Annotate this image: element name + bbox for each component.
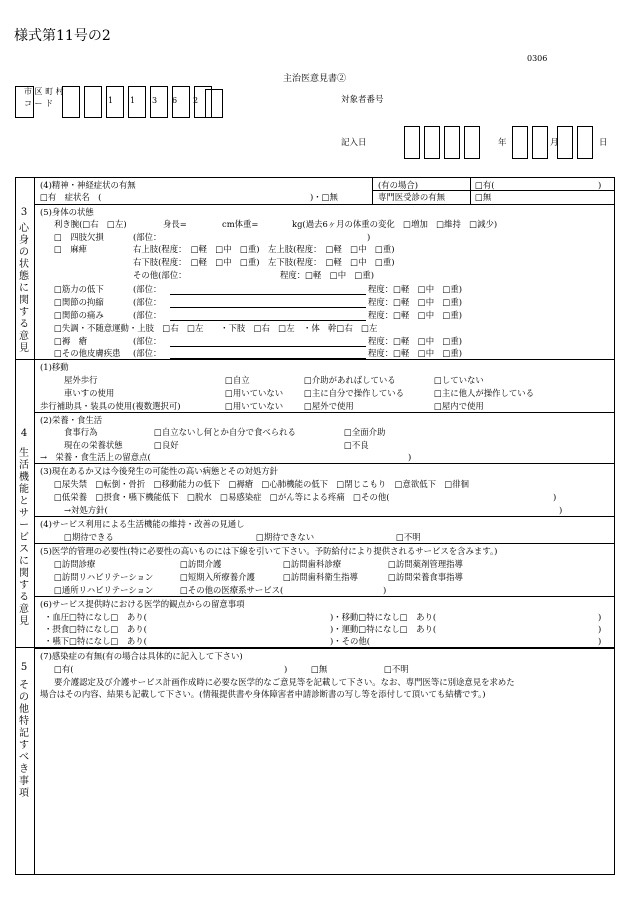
date-year-box[interactable]: [424, 126, 440, 159]
symptom-yes-option[interactable]: □有 症状名 (: [40, 192, 102, 202]
paralysis-other-part-label: その他(部位：: [133, 270, 187, 280]
walking-aid-outdoor[interactable]: □屋外で使用: [304, 401, 354, 411]
close-paren: ): [284, 664, 288, 674]
date-day-box[interactable]: [577, 126, 593, 159]
wheelchair-label: 車いすの使用: [64, 388, 115, 398]
limb-loss-part-label: (部位：: [133, 232, 162, 242]
municipality-code-box[interactable]: [205, 89, 223, 118]
paralysis-other-severity[interactable]: 程度：□軽 □中 □重): [280, 270, 375, 280]
table-divider: [34, 463, 615, 464]
severity-options[interactable]: 程度：□軽 □中 □重): [368, 336, 463, 346]
home-visit-dental[interactable]: □訪問歯科診療: [283, 559, 342, 569]
walking-aid-label: 歩行補助具・装具の使用(複数選択可): [40, 401, 181, 411]
section-4-number: 4: [20, 428, 28, 439]
walking-aid-indoor[interactable]: □屋内で使用: [434, 401, 484, 411]
section-label-column-divider: [34, 177, 35, 875]
close-paren: ): [598, 180, 602, 190]
close-paren: ): [367, 232, 371, 242]
exercise-notes[interactable]: )・運動□特になし□ あり(: [330, 624, 437, 634]
municipality-code-box[interactable]: [62, 86, 80, 118]
date-month-box[interactable]: [512, 126, 528, 159]
day-label: 日: [599, 138, 608, 148]
table-divider: [34, 543, 615, 544]
date-year-box[interactable]: [404, 126, 420, 159]
close-paren: ): [598, 636, 602, 646]
section-3-number: 3: [20, 207, 28, 218]
outdoor-walking-with-help[interactable]: □介助があればしている: [304, 375, 396, 385]
other-medical-services[interactable]: □その他の医療系サービス(: [180, 585, 284, 595]
wheelchair-self-operated[interactable]: □主に自分で操作している: [304, 388, 405, 398]
joint-pain-checkbox[interactable]: □関節の痛み: [54, 310, 104, 320]
height-field-label: 身長=: [163, 219, 187, 229]
ataxia-involuntary-movement-row[interactable]: □失調・不随意運動・上肢 □右 □左 ・下肢 □右 □左 ・体 幹□右 □左: [54, 323, 378, 333]
short-stay-care[interactable]: □短期入所療養介護: [180, 572, 255, 582]
treatment-policy-label[interactable]: →対処方針(: [64, 505, 108, 515]
part-label: (部位：: [133, 348, 162, 358]
eating-full-assist[interactable]: □全面介助: [344, 427, 386, 437]
eating-label: 食事行為: [64, 427, 98, 437]
municipality-code-digit: 1: [130, 96, 136, 105]
part-label: (部位：: [133, 297, 162, 307]
part-underline[interactable]: [170, 320, 366, 321]
table-divider: [372, 190, 615, 191]
conditions-options-row-1[interactable]: □尿失禁 □転倒・骨折 □移動能力の低下 □褥瘡 □心肺機能の低下 □閉じこもり □意欲低下 □徘徊: [54, 479, 470, 489]
weight-field-label: cm体重=: [222, 219, 259, 229]
municipality-code-label-1: 市 区 町 村: [24, 87, 64, 96]
year-label: 年: [498, 138, 507, 148]
home-visit-dental-hygiene[interactable]: □訪問歯科衛生指導: [283, 572, 358, 582]
table-divider: [34, 204, 615, 205]
wheelchair-others-operate[interactable]: □主に他人が操作している: [434, 388, 535, 398]
part-underline[interactable]: [170, 294, 366, 295]
limb-loss-checkbox[interactable]: □ 四肢欠損: [54, 232, 104, 242]
part-underline[interactable]: [170, 307, 366, 308]
infection-unknown-option[interactable]: □不明: [384, 664, 409, 674]
conditions-heading: (3)現在あるか又は今後発生の可能性の高い病態とその対処方針: [40, 466, 278, 476]
eating-notes[interactable]: ・摂食□特になし□ あり(: [44, 624, 147, 634]
specialist-visit-label: 専門医受診の有無: [378, 192, 445, 202]
infection-none-option[interactable]: □無: [311, 664, 328, 674]
date-year-box[interactable]: [464, 126, 480, 159]
paralysis-lower-limbs[interactable]: 右下肢(程度： □軽 □中 □重) 左下肢(程度： □軽 □中 □重): [133, 257, 395, 267]
paralysis-upper-limbs[interactable]: 右上肢(程度： □軽 □中 □重) 左上肢(程度： □軽 □中 □重): [133, 244, 395, 254]
municipality-code-box[interactable]: [84, 86, 102, 118]
nutrition-heading: (2)栄養・食生活: [40, 415, 103, 425]
table-divider: [34, 412, 615, 413]
wheelchair-not-used[interactable]: □用いていない: [225, 388, 284, 398]
home-visit-medical[interactable]: □訪問診療: [54, 559, 96, 569]
home-visit-nutrition[interactable]: □訪問栄養食事指導: [388, 572, 463, 582]
section-4-label: 生活機能とサービスに関する意見: [19, 448, 29, 627]
table-divider: [34, 596, 615, 597]
severity-options[interactable]: 程度：□軽 □中 □重): [368, 348, 463, 358]
outlook-expected[interactable]: □期待できる: [64, 532, 114, 542]
specialist-visit-none-option[interactable]: □無: [475, 192, 492, 202]
outlook-not-expected[interactable]: □期待できない: [256, 532, 315, 542]
municipality-code-label-2: コ ー ド: [24, 99, 54, 108]
symptom-none-option[interactable]: )・□無: [310, 192, 338, 202]
table-divider: [34, 516, 615, 517]
outlook-unknown[interactable]: □不明: [396, 532, 421, 542]
part-label: (部位：: [133, 336, 162, 346]
body-condition-heading: (5)身体の状態: [40, 207, 94, 217]
special-notes-text-area[interactable]: [38, 703, 612, 871]
doc-code: 0306: [527, 54, 548, 63]
close-paren: ): [383, 585, 387, 595]
severity-options[interactable]: 程度：□軽 □中 □重): [368, 284, 463, 294]
nutrition-notes-label[interactable]: → 栄養・食生活上の留意点(: [40, 452, 151, 462]
paralysis-checkbox[interactable]: □ 麻痺: [54, 244, 88, 254]
outdoor-walking-label: 屋外歩行: [64, 375, 98, 385]
outdoor-walking-independent[interactable]: □自立: [225, 375, 250, 385]
municipality-code-digit: 6: [172, 96, 178, 105]
walking-aid-not-used[interactable]: □用いていない: [225, 401, 284, 411]
home-visit-rehab[interactable]: □訪問リハビリテーション: [54, 572, 154, 582]
home-visit-pharmacy[interactable]: □訪問薬剤管理指導: [388, 559, 463, 569]
other-notes[interactable]: )・その他(: [330, 636, 371, 646]
specialist-visit-yes-option[interactable]: □有(: [475, 180, 495, 190]
close-paren: ): [559, 505, 563, 515]
medical-management-heading: (5)医学的管理の必要性(特に必要性の高いものには下線を引いて下さい。予防給付により提供されるサービスを含みます。): [40, 546, 498, 556]
home-visit-care[interactable]: □訪問介護: [180, 559, 222, 569]
month-label: 月: [550, 138, 559, 148]
eating-independent[interactable]: □自立ないし何とか自分で食べられる: [154, 427, 296, 437]
part-underline[interactable]: [170, 358, 366, 359]
joint-contracture-checkbox[interactable]: □関節の拘縮: [54, 297, 104, 307]
infection-yes-option[interactable]: □有(: [54, 664, 74, 674]
outdoor-walking-not-doing[interactable]: □していない: [434, 375, 484, 385]
pressure-ulcer-checkbox[interactable]: □褥 瘡: [54, 336, 88, 346]
nutrition-status-label: 現在の栄養状態: [64, 440, 123, 450]
section-divider: [15, 359, 615, 360]
date-day-box[interactable]: [557, 126, 573, 159]
form-title: 様式第11号の2: [14, 28, 111, 44]
special-notes-instruction-2: 場合はその内容、結果も記載して下さい。(情報提供書や身体障害者申請診断書の写し等を添付して頂いても結構です。): [40, 689, 486, 699]
date-month-box[interactable]: [532, 126, 548, 159]
entry-date-label: 記入日: [341, 138, 367, 148]
severity-options[interactable]: 程度：□軽 □中 □重): [368, 297, 463, 307]
special-notes-instruction-1: 要介護認定及び介護サービス計画作成時に必要な医学的なご意見等を記載して下さい。なお、専門医等に別途意見を求めた: [54, 677, 515, 687]
section-3-label: 心身の状態に関する意見: [19, 223, 29, 354]
weight-change-field[interactable]: kg(過去6ヶ月の体重の変化 □増加 □維持 □減少): [292, 219, 498, 229]
mobility-heading: (1)移動: [40, 362, 69, 372]
close-paren: ): [598, 624, 602, 634]
day-rehab[interactable]: □通所リハビリテーション: [54, 585, 154, 595]
close-paren: ): [408, 452, 412, 462]
doc-title: 主治医意見書②: [283, 74, 347, 84]
mental-symptoms-heading: (4)精神・神経症状の有無: [40, 180, 136, 190]
section-5-number: 5: [20, 662, 28, 673]
municipality-code-digit: 1: [108, 96, 114, 105]
subject-number-label: 対象者番号: [341, 95, 384, 105]
part-label: (部位：: [133, 310, 162, 320]
municipality-code-outer-box: [15, 86, 34, 118]
muscle-weakness-checkbox[interactable]: □筋力の低下: [54, 284, 104, 294]
outlook-heading: (4)サービス利用による生活機能の維持・改善の見通し: [40, 519, 245, 529]
part-label: (部位：: [133, 284, 162, 294]
service-notes-heading: (6)サービス提供時における医学的観点からの留意事項: [40, 599, 245, 609]
conditions-options-row-2[interactable]: □低栄養 □摂食・嚥下機能低下 □脱水 □易感染症 □がん等による疼痛 □その他(: [54, 492, 390, 502]
dominant-hand-field[interactable]: 利き腕(□右 □左): [54, 219, 127, 229]
swallowing-notes[interactable]: ・嚥下□特になし□ あり(: [44, 636, 147, 646]
mobility-notes[interactable]: )・移動□特になし□ あり(: [330, 612, 437, 622]
severity-options[interactable]: 程度：□軽 □中 □重): [368, 310, 463, 320]
municipality-code-digit: 3: [152, 96, 158, 105]
if-present-label: (有の場合): [378, 180, 419, 190]
part-underline[interactable]: [170, 346, 366, 347]
section-5-label: その他特記すべき事項: [19, 680, 29, 799]
table-divider: [34, 648, 615, 649]
date-year-box[interactable]: [444, 126, 460, 159]
close-paren: ): [553, 492, 557, 502]
infection-heading: (7)感染症の有無(有の場合は具体的に記入して下さい): [40, 651, 243, 661]
other-skin-disease-checkbox[interactable]: □その他皮膚疾患: [54, 348, 121, 358]
blood-pressure-notes[interactable]: ・血圧□特になし□ あり(: [44, 612, 147, 622]
nutrition-good[interactable]: □良好: [154, 440, 179, 450]
municipality-code-digit: 2: [193, 96, 199, 105]
close-paren: ): [598, 612, 602, 622]
nutrition-poor[interactable]: □不良: [344, 440, 369, 450]
